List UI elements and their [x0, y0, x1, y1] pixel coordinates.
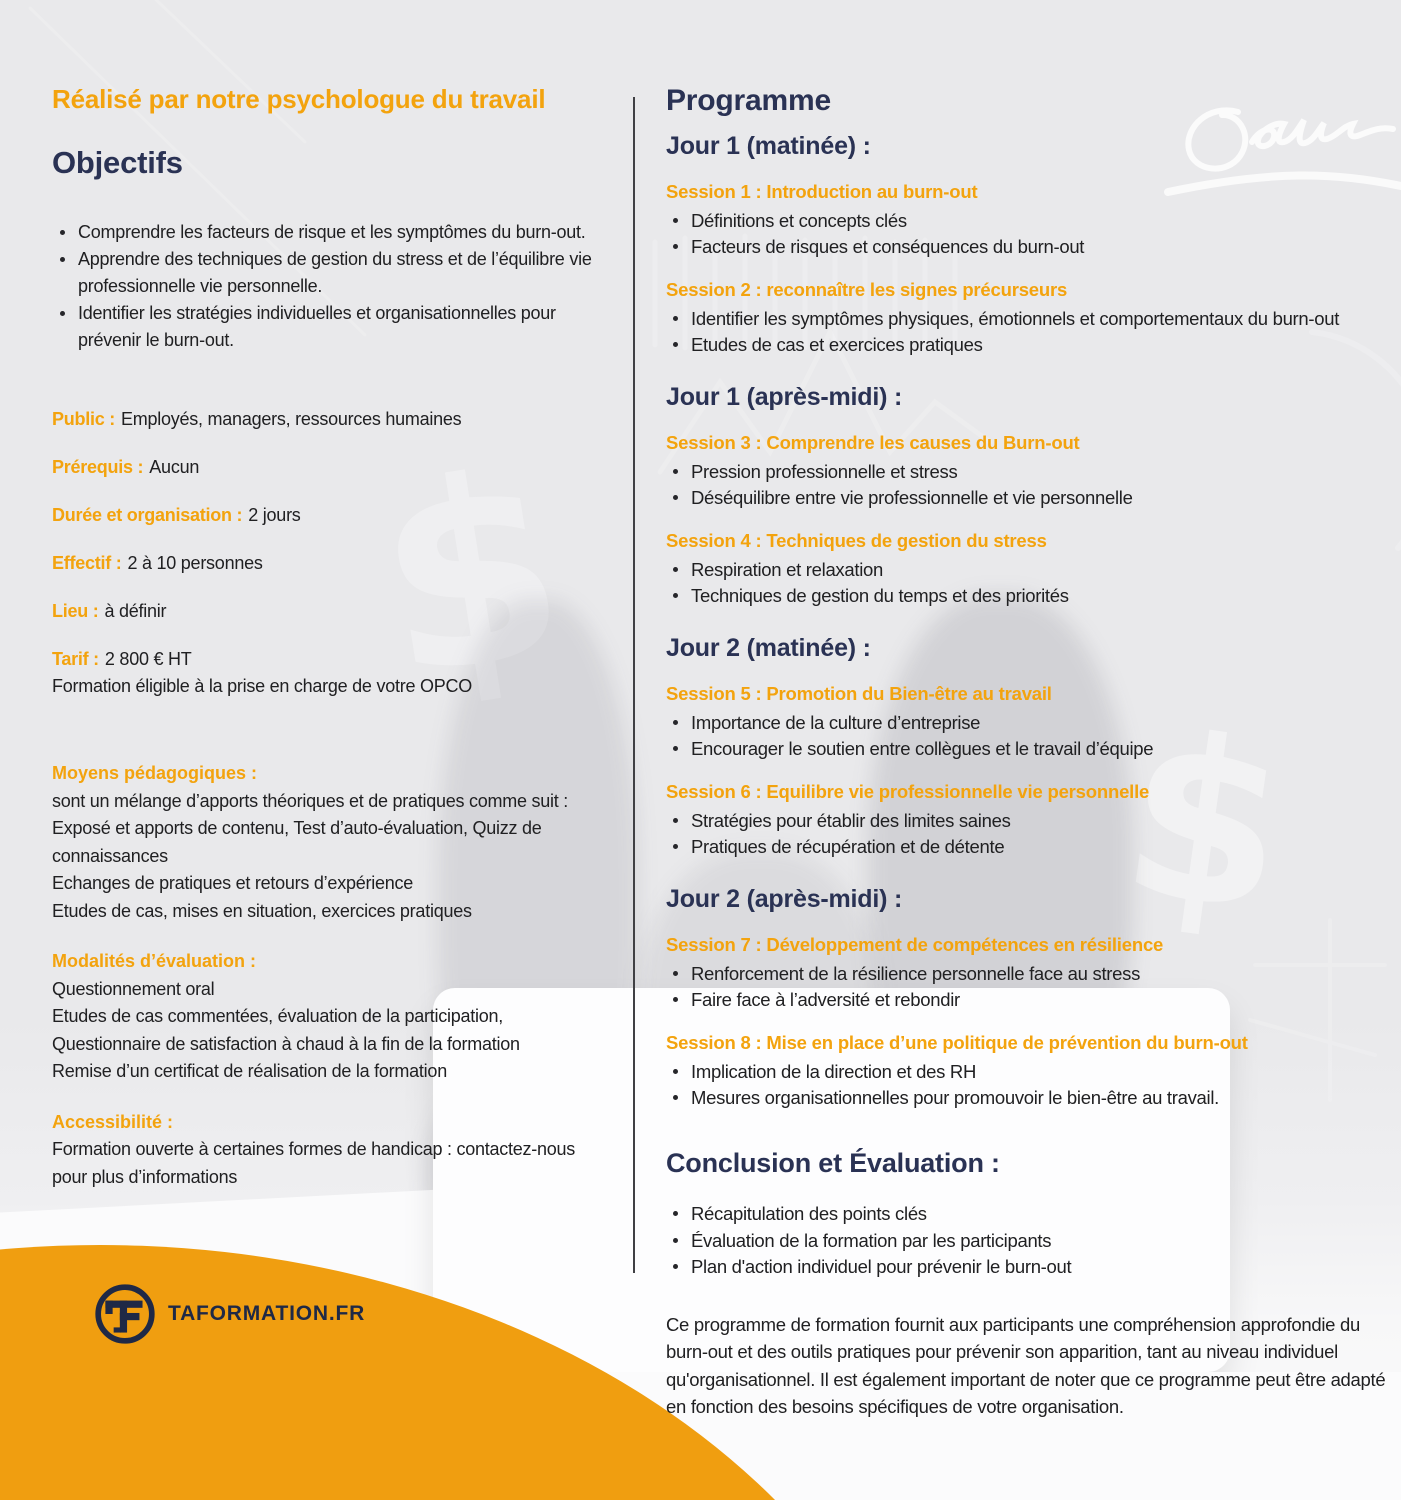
bullet-dot-icon [673, 1264, 678, 1269]
objectives-title: Objectifs [52, 145, 183, 180]
bullet-dot-icon [673, 593, 678, 598]
bullet-text: Encourager le soutien entre collègues et le travail d’équipe [691, 737, 1154, 759]
session-bullet [666, 808, 1388, 834]
session-title: Session 8 : Mise en place d’une politique de prévention du burn-out [666, 1032, 1248, 1053]
session-bullet [666, 710, 1388, 736]
fact-lieu [52, 600, 608, 623]
program-title: Programme [666, 84, 831, 117]
left-column [52, 84, 608, 1214]
bullet-dot-icon [673, 469, 678, 474]
program-day-1-morning [666, 132, 1388, 357]
logo-tf-icon [92, 1281, 158, 1347]
bullet-text: Etudes de cas et exercices pratiques [691, 333, 983, 355]
fact-label: Public : [52, 409, 116, 429]
fact-value: 2 jours [248, 505, 301, 525]
bullet-dot-icon [673, 316, 678, 321]
session-title: Session 2 : reconnaître les signes précurseurs [666, 279, 1068, 300]
objective-text: Identifier les stratégies individuelles et organisationnelles pour prévenir le burn-out. [78, 303, 556, 350]
section-line: Etudes de cas commentées, évaluation de la participation, [52, 1006, 504, 1026]
session-title: Session 3 : Comprendre les causes du Burn-out [666, 432, 1080, 453]
program-day-2-afternoon [666, 885, 1388, 1110]
session-bullets [666, 710, 1388, 761]
fact-value: Aucun [149, 457, 200, 477]
bullet-dot-icon [673, 971, 678, 976]
bullet-dot-icon [673, 844, 678, 849]
session-bullets [666, 306, 1388, 357]
session-title: Session 4 : Techniques de gestion du stress [666, 530, 1047, 551]
program-day-2-morning [666, 634, 1388, 859]
session-bullet [666, 332, 1388, 358]
fact-value: à définir [104, 601, 167, 621]
column-divider [633, 97, 635, 1273]
bullet-dot-icon [673, 1069, 678, 1074]
day-heading: Jour 2 (matinée) : [666, 634, 871, 662]
bullet-dot-icon [673, 1238, 678, 1243]
session-title: Session 1 : Introduction au burn-out [666, 181, 978, 202]
fact-label: Prérequis : [52, 457, 144, 477]
section-line: Remise d’un certificat de réalisation de la formation [52, 1061, 447, 1081]
bullet-dot-icon [60, 230, 65, 235]
objective-text: Apprendre des techniques de gestion du stress et de l’équilibre vie professionnelle vie personnelle. [78, 249, 592, 296]
fact-value: 2 800 € HT [104, 649, 192, 669]
bullet-dot-icon [673, 495, 678, 500]
bullet-text: Respiration et relaxation [691, 559, 883, 580]
session-title: Session 7 : Développement de compétences en résilience [666, 934, 1164, 955]
section-modalites [52, 948, 608, 1086]
bullet-dot-icon [673, 244, 678, 249]
section-moyens [52, 760, 608, 925]
bullet-text: Déséquilibre entre vie professionnelle et vie personnelle [691, 486, 1133, 508]
session-bullets [666, 961, 1388, 1012]
dollar-doodle-icon: $ [360, 415, 583, 737]
fact-label: Effectif : [52, 553, 122, 573]
bullet-text: Implication de la direction et des RH [691, 1061, 977, 1082]
conclusion-bullet [666, 1254, 1388, 1281]
section-title: Accessibilité : [52, 1111, 174, 1132]
bullet-text: Techniques de gestion du temps et des priorités [691, 584, 1069, 606]
conclusion-bullet [666, 1201, 1388, 1228]
objective-item [52, 219, 608, 246]
brand-logo [92, 1281, 365, 1347]
session-bullet [666, 987, 1388, 1013]
fact-value: Employés, managers, ressources humaines [121, 409, 462, 429]
fact-label: Durée et organisation : [52, 505, 243, 525]
bullet-text: Récapitulation des points clés [691, 1203, 927, 1224]
section-title: Modalités d’évaluation : [52, 951, 257, 971]
tagline: Réalisé par notre psychologue du travail [52, 84, 546, 114]
session-bullets [666, 208, 1388, 259]
fact-prerequis [52, 456, 608, 479]
bullet-text: Pratiques de récupération et de détente [691, 835, 1005, 857]
section-title: Moyens pédagogiques : [52, 763, 258, 783]
session-bullet [666, 306, 1388, 332]
fact-label: Tarif : [52, 649, 99, 669]
session-title: Session 5 : Promotion du Bien-être au travail [666, 683, 1052, 704]
session-bullet [666, 583, 1388, 609]
brand-name: TAFORMATION.FR [168, 1302, 366, 1325]
bullet-text: Mesures organisationnelles pour promouvoir le bien-être au travail. [691, 1086, 1219, 1108]
session-bullet [666, 459, 1388, 485]
bullet-dot-icon [60, 311, 65, 316]
bullet-dot-icon [673, 720, 678, 725]
closing-paragraph: Ce programme de formation fournit aux participants une compréhension approfondie du burn-out et des outils pratiques pour prévenir son apparition, tant au niveau individuel qu'organisationnel. Il est également important de noter que ce programme peut être adapté en fonction des besoins spécifiques de votre organisation. [666, 1313, 1386, 1417]
bullet-text: Importance de la culture d’entreprise [691, 712, 981, 733]
right-column [666, 84, 1388, 1421]
bullet-text: Facteurs de risques et conséquences du burn-out [691, 235, 1085, 257]
fact-duree [52, 504, 608, 527]
fact-tarif [52, 648, 608, 698]
fact-tarif-note: Formation éligible à la prise en charge de votre OPCO [52, 676, 472, 696]
session-bullet [666, 557, 1388, 583]
objective-text: Comprendre les facteurs de risque et les symptômes du burn-out. [78, 222, 586, 242]
session-bullets [666, 808, 1388, 859]
section-line: sont un mélange d’apports théoriques et de pratiques comme suit : [52, 790, 569, 811]
day-heading: Jour 1 (matinée) : [666, 132, 871, 160]
section-line: Exposé et apports de contenu, Test d’auto-évaluation, Quizz de connaissances [52, 818, 542, 866]
bullet-dot-icon [673, 997, 678, 1002]
session-bullet [666, 834, 1388, 860]
conclusion-title: Conclusion et Évaluation : [666, 1148, 1000, 1178]
session-bullet [666, 1059, 1388, 1085]
facts-list [52, 408, 608, 698]
section-line: Questionnement oral [52, 978, 215, 999]
bullet-text: Renforcement de la résilience personnelle face au stress [691, 963, 1141, 984]
fact-value: 2 à 10 personnes [127, 553, 263, 573]
session-bullet [666, 234, 1388, 260]
program-day-1-afternoon [666, 383, 1388, 608]
session-bullets [666, 1059, 1388, 1110]
bullet-text: Plan d'action individuel pour prévenir le burn-out [691, 1256, 1072, 1277]
bullet-dot-icon [673, 746, 678, 751]
bullet-dot-icon [673, 218, 678, 223]
bullet-text: Faire face à l’adversité et rebondir [691, 988, 960, 1010]
conclusion-section [666, 1148, 1388, 1421]
bullet-dot-icon [673, 1095, 678, 1100]
session-bullet [666, 485, 1388, 511]
section-line: Etudes de cas, mises en situation, exercices pratiques [52, 900, 472, 921]
bullet-dot-icon [60, 257, 65, 262]
objective-item [52, 246, 608, 300]
section-line: Echanges de pratiques et retours d’expérience [52, 873, 413, 893]
session-bullet [666, 961, 1388, 987]
conclusion-bullet [666, 1228, 1388, 1255]
session-bullet [666, 736, 1388, 762]
section-accessibilite [52, 1109, 608, 1192]
bullet-dot-icon [673, 567, 678, 572]
objective-item [52, 300, 608, 354]
section-line: Formation ouverte à certaines formes de handicap : contactez-nous pour plus d’informations [52, 1139, 576, 1187]
bullet-dot-icon [673, 342, 678, 347]
info-sections [52, 760, 608, 1191]
bullet-text: Évaluation de la formation par les participants [691, 1229, 1052, 1251]
session-bullet [666, 1085, 1388, 1111]
section-line: Questionnaire de satisfaction à chaud à la fin de la formation [52, 1033, 520, 1054]
fact-public [52, 408, 608, 431]
dollar-doodle-icon: $ [1109, 683, 1301, 965]
conclusion-bullets [666, 1201, 1388, 1281]
session-bullets [666, 557, 1388, 608]
fact-label: Lieu : [52, 601, 99, 621]
session-title: Session 6 : Equilibre vie professionnelle vie personnelle [666, 781, 1150, 802]
objectives-list [52, 219, 608, 354]
bullet-text: Définitions et concepts clés [691, 210, 907, 231]
day-heading: Jour 2 (après-midi) : [666, 885, 903, 913]
bullet-text: Pression professionnelle et stress [691, 461, 958, 482]
bullet-text: Stratégies pour établir des limites saines [691, 810, 1011, 831]
session-bullets [666, 459, 1388, 510]
bullet-text: Identifier les symptômes physiques, émotionnels et comportementaux du burn-out [691, 308, 1340, 329]
bullet-dot-icon [673, 818, 678, 823]
fact-effectif [52, 552, 608, 575]
day-heading: Jour 1 (après-midi) : [666, 383, 903, 411]
bullet-dot-icon [673, 1211, 678, 1216]
session-bullet [666, 208, 1388, 234]
